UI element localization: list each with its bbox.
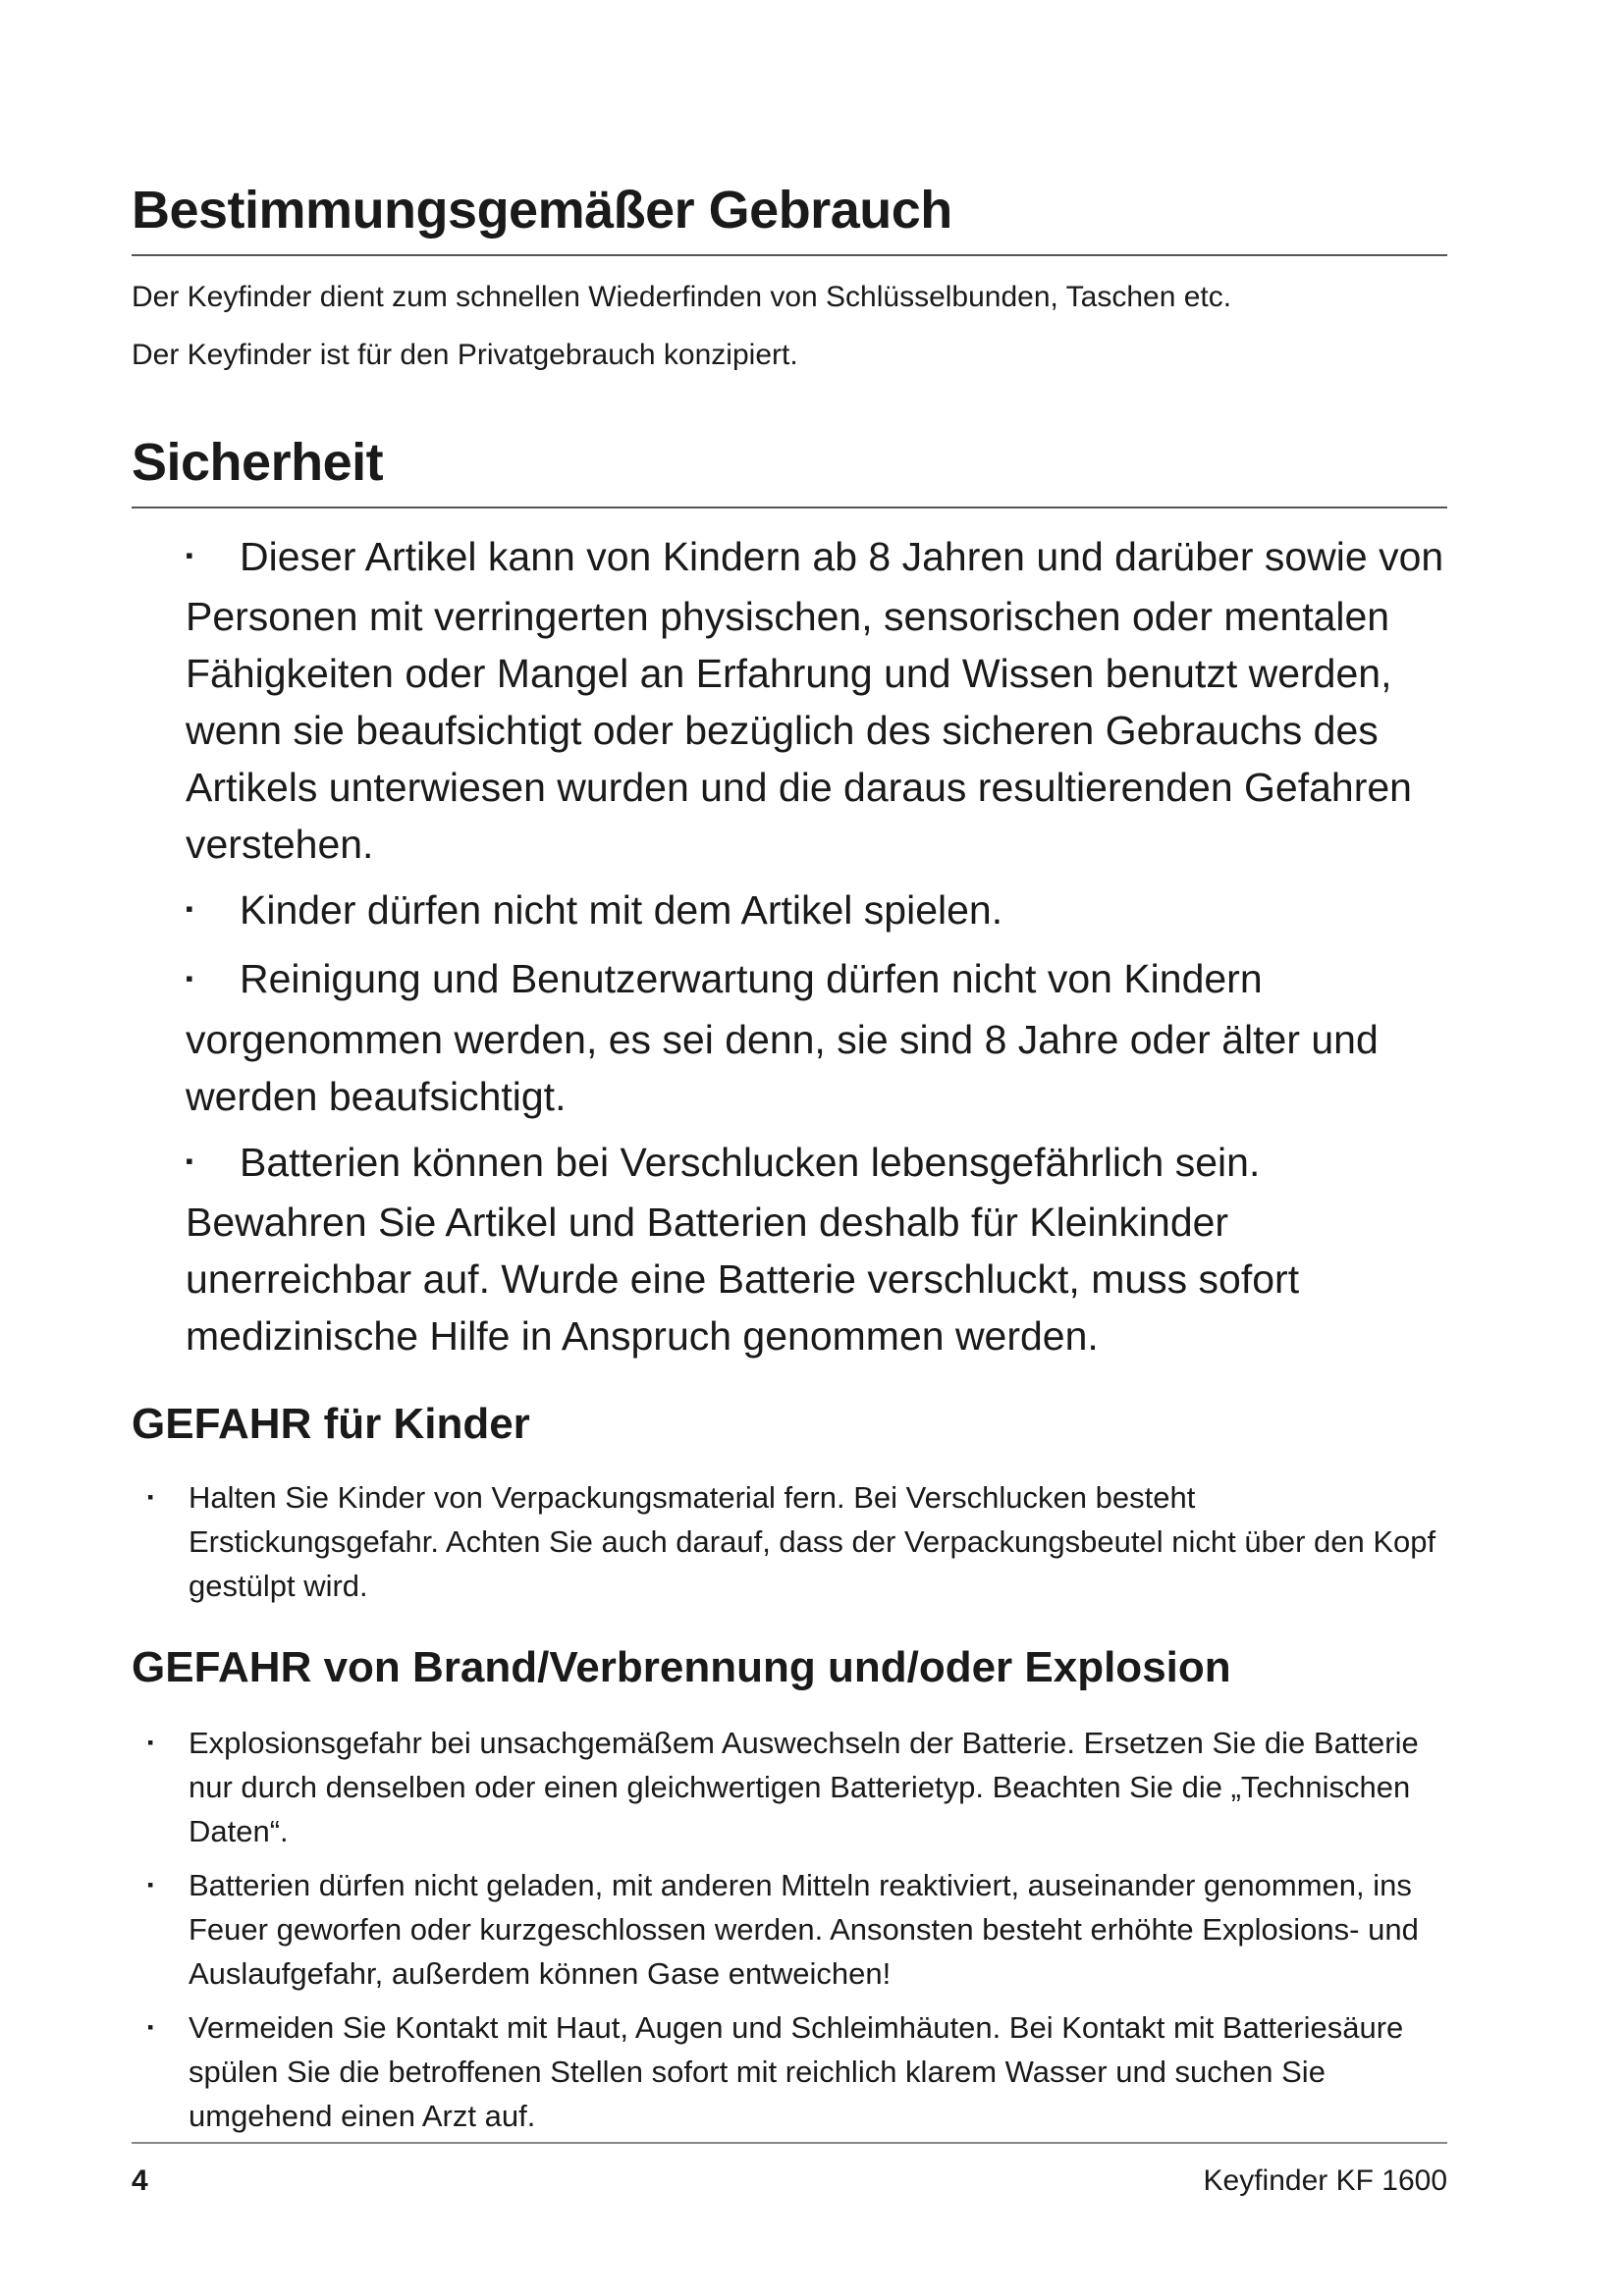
bullet-icon: ▪: [186, 543, 193, 568]
footer-product-name: Keyfinder KF 1600: [1203, 2164, 1447, 2197]
list-item: [147, 2005, 1443, 2138]
list-item-text: Explosionsgefahr bei unsachgemäßem Auswechseln der Batterie. Ersetzen Sie die Batterie nur durch denselben oder einen gleichwertigen Batterietyp. Beachten Sie die „Technischen Daten“.: [189, 1726, 1419, 1848]
section-divider: [132, 254, 1447, 256]
bullet-icon: ▪: [186, 1148, 193, 1173]
list-item: [147, 1721, 1443, 1853]
list-item: [186, 950, 1447, 1124]
section-title-danger-children: GEFAHR für Kinder: [132, 1400, 530, 1448]
paragraph: Der Keyfinder dient zum schnellen Wiederfinden von Schlüsselbunden, Taschen etc.: [132, 281, 1232, 313]
bullet-icon: ▪: [147, 1733, 154, 1752]
list-item: [147, 1475, 1443, 1608]
safety-list: [186, 528, 1447, 1373]
section-divider: [132, 507, 1447, 508]
paragraph: Der Keyfinder ist für den Privatgebrauch konzipiert.: [132, 339, 798, 371]
list-item: [186, 1134, 1447, 1364]
bullet-icon: ▪: [147, 1487, 154, 1507]
list-item-text: Vermeiden Sie Kontakt mit Haut, Augen und Schleimhäuten. Bei Kontakt mit Batteriesäure spülen Sie die betroffenen Stellen sofort mit reichlich klarem Wasser und suchen Sie umgehend einen Arzt auf.: [189, 2010, 1404, 2133]
list-item: [147, 1863, 1443, 1996]
section-title-safety: Sicherheit: [132, 433, 384, 492]
intended-use-text: [132, 268, 1231, 384]
footer-divider: [132, 2142, 1447, 2144]
list-item-text: Batterien können bei Verschlucken lebensgefährlich sein. Bewahren Sie Artikel und Batterien deshalb für Kleinkinder unerreichbar auf. Wurde eine Batterie verschluckt, muss sofort medizinische Hilfe in Anspruch genommen werden.: [186, 1139, 1300, 1359]
bullet-icon: ▪: [186, 965, 193, 990]
list-item-text: Batterien dürfen nicht geladen, mit anderen Mitteln reaktiviert, auseinander genommen, ins Feuer geworfen oder kurzgeschlossen werden. Ansonsten besteht erhöhte Explosions- und Auslaufgefahr, außerdem können Gase entweichen!: [189, 1868, 1419, 1991]
bullet-icon: ▪: [147, 1875, 154, 1895]
bullet-icon: ▪: [186, 896, 193, 922]
page-number: 4: [132, 2164, 148, 2197]
list-item-text: Kinder dürfen nicht mit dem Artikel spielen.: [240, 887, 1003, 934]
list-item-text: Halten Sie Kinder von Verpackungsmaterial fern. Bei Verschlucken besteht Erstickungsgefahr. Achten Sie auch darauf, dass der Verpackungsbeutel nicht über den Kopf gestülpt wird.: [189, 1480, 1436, 1603]
bullet-icon: ▪: [147, 2017, 154, 2037]
section-title-danger-fire: GEFAHR von Brand/Verbrennung und/oder Explosion: [132, 1643, 1231, 1691]
section-title-intended-use: Bestimmungsgemäßer Gebrauch: [132, 181, 952, 240]
danger-fire-list: [147, 1721, 1443, 2148]
list-item-text: Reinigung und Benutzerwartung dürfen nicht von Kindern vorgenommen werden, es sei denn, sie sind 8 Jahre oder älter und werden beaufsichtigt.: [186, 956, 1379, 1119]
list-item-text: Dieser Artikel kann von Kindern ab 8 Jahren und darüber sowie von Personen mit verringerten physischen, sensorischen oder mentalen Fähigkeiten oder Mangel an Erfahrung und Wissen benutzt werden, wenn sie beaufsichtigt oder bezüglich des sicheren Gebrauchs des Artikels unterwiesen wurden und die daraus resultierenden Gefahren verstehen.: [186, 534, 1444, 868]
list-item: [186, 881, 1447, 941]
list-item: [186, 528, 1447, 873]
danger-children-list: [147, 1475, 1443, 1618]
